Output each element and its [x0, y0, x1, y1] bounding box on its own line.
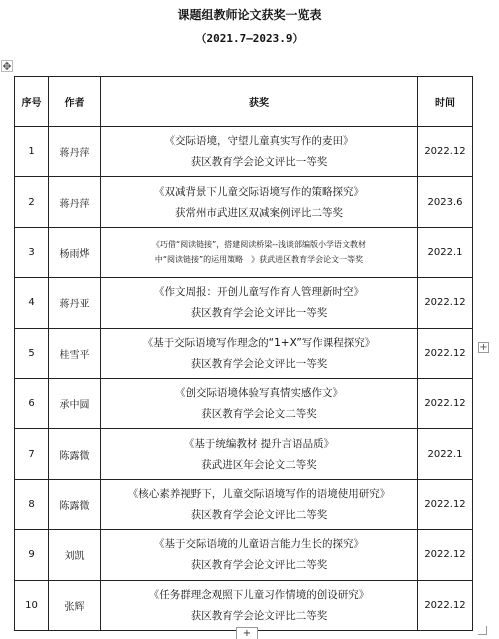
- row-date: 2022.12: [418, 530, 473, 580]
- award-paper-title: 《基于交际语境的儿童语言能力生长的探究》: [154, 538, 364, 551]
- header-author: 作者: [49, 77, 101, 127]
- header-date: 时间: [418, 77, 473, 127]
- award-level: 获区教育学会论文评比二等奖: [190, 559, 328, 572]
- header-award: 获奖: [101, 77, 418, 127]
- row-award: [101, 227, 418, 277]
- award-paper-title: 《交际语境，守望儿童真实写作的麦田》: [164, 135, 354, 148]
- row-award: [101, 278, 418, 328]
- table-row: [15, 378, 473, 428]
- row-author: 蒋丹萍: [49, 177, 101, 227]
- row-index: 7: [15, 429, 49, 479]
- row-date: 2022.1: [418, 429, 473, 479]
- award-level: 获区教育学会论文评比二等奖: [190, 609, 328, 622]
- row-index: 1: [15, 127, 49, 177]
- row-index: 2: [15, 177, 49, 227]
- table-row: [15, 479, 473, 529]
- row-author: 陈露微: [49, 429, 101, 479]
- row-award: [101, 328, 418, 378]
- award-paper-title: 《双减背景下儿童交际语境写作的策略探究》: [154, 185, 364, 198]
- row-author: 桂雪平: [49, 328, 101, 378]
- award-paper-title: 《作文周报：开创儿童写作育人管理新时空》: [154, 286, 364, 299]
- row-award: [101, 580, 418, 630]
- row-date: 2022.1: [418, 227, 473, 277]
- row-author: 杨雨烨: [49, 227, 101, 277]
- award-paper-title: 《任务群理念观照下儿童习作情境的创设研究》: [148, 588, 370, 601]
- award-level: 获区教育学会论文评比二等奖: [190, 508, 328, 521]
- row-index: 4: [15, 278, 49, 328]
- award-paper-title: 《巧借“阅读链接”，搭建阅读桥梁--浅谈部编版小学语文教材: [151, 240, 367, 250]
- award-paper-title: 《核心素养视野下，儿童交际语境写作的语境使用研究》: [127, 487, 391, 500]
- award-paper-title: 《创交际语境体验写真情实感作文》: [175, 387, 343, 400]
- row-date: 2022.12: [418, 328, 473, 378]
- row-index: 6: [15, 378, 49, 428]
- row-author: 张辉: [49, 580, 101, 630]
- table-row: [15, 227, 473, 277]
- add-column-plus-icon[interactable]: +: [479, 342, 488, 353]
- award-level: 获常州市武进区双减案例评比二等奖: [175, 206, 343, 219]
- award-level: 获区教育学会论文评比一等奖: [190, 156, 328, 169]
- award-level: 获区教育学会论文评比一等奖: [190, 357, 328, 370]
- table-row: [15, 580, 473, 630]
- header-index: 序号: [15, 77, 49, 127]
- row-date: 2022.12: [418, 580, 473, 630]
- row-author: 陈露微: [49, 479, 101, 529]
- row-author: 蒋丹萍: [49, 127, 101, 177]
- row-author: 刘凯: [49, 530, 101, 580]
- add-row-plus-icon[interactable]: +: [236, 627, 258, 639]
- table-row: [15, 429, 473, 479]
- row-date: 2022.12: [418, 127, 473, 177]
- row-award: [101, 530, 418, 580]
- row-author: 承中圆: [49, 378, 101, 428]
- row-date: 2023.6: [418, 177, 473, 227]
- row-award: [101, 177, 418, 227]
- table-row: [15, 328, 473, 378]
- row-date: 2022.12: [418, 479, 473, 529]
- row-index: 10: [15, 580, 49, 630]
- row-award: [101, 127, 418, 177]
- award-level: 获区教育学会论文二等奖: [201, 408, 317, 421]
- award-level: 中“阅读链接”的运用策略 》获武进区教育学会论文一等奖: [154, 255, 364, 265]
- row-award: [101, 378, 418, 428]
- row-author: 蒋丹亚: [49, 278, 101, 328]
- row-award: [101, 479, 418, 529]
- award-paper-title: 《基于交际语境写作理念的“1+X”写作课程探究》: [142, 336, 376, 349]
- table-row: [15, 127, 473, 177]
- award-level: 获区教育学会论文评比一等奖: [190, 307, 328, 320]
- row-index: 9: [15, 530, 49, 580]
- table-row: [15, 278, 473, 328]
- row-date: 2022.12: [418, 278, 473, 328]
- table-row: [15, 177, 473, 227]
- document-subtitle: （2021.7—2023.9）: [195, 32, 304, 45]
- row-index: 5: [15, 328, 49, 378]
- table-resize-handle[interactable]: [478, 626, 487, 635]
- row-award: [101, 429, 418, 479]
- awards-table: [14, 76, 473, 631]
- row-date: 2022.12: [418, 378, 473, 428]
- row-index: 3: [15, 227, 49, 277]
- row-index: 8: [15, 479, 49, 529]
- table-row: [15, 530, 473, 580]
- document-title: 课题组教师论文获奖一览表: [177, 8, 322, 22]
- table-header-row: [15, 77, 473, 127]
- table-move-handle-icon[interactable]: ✥: [2, 60, 12, 73]
- award-paper-title: 《基于统编教材 提升言语品质》: [183, 437, 335, 450]
- award-level: 获武进区年会论文二等奖: [201, 458, 317, 471]
